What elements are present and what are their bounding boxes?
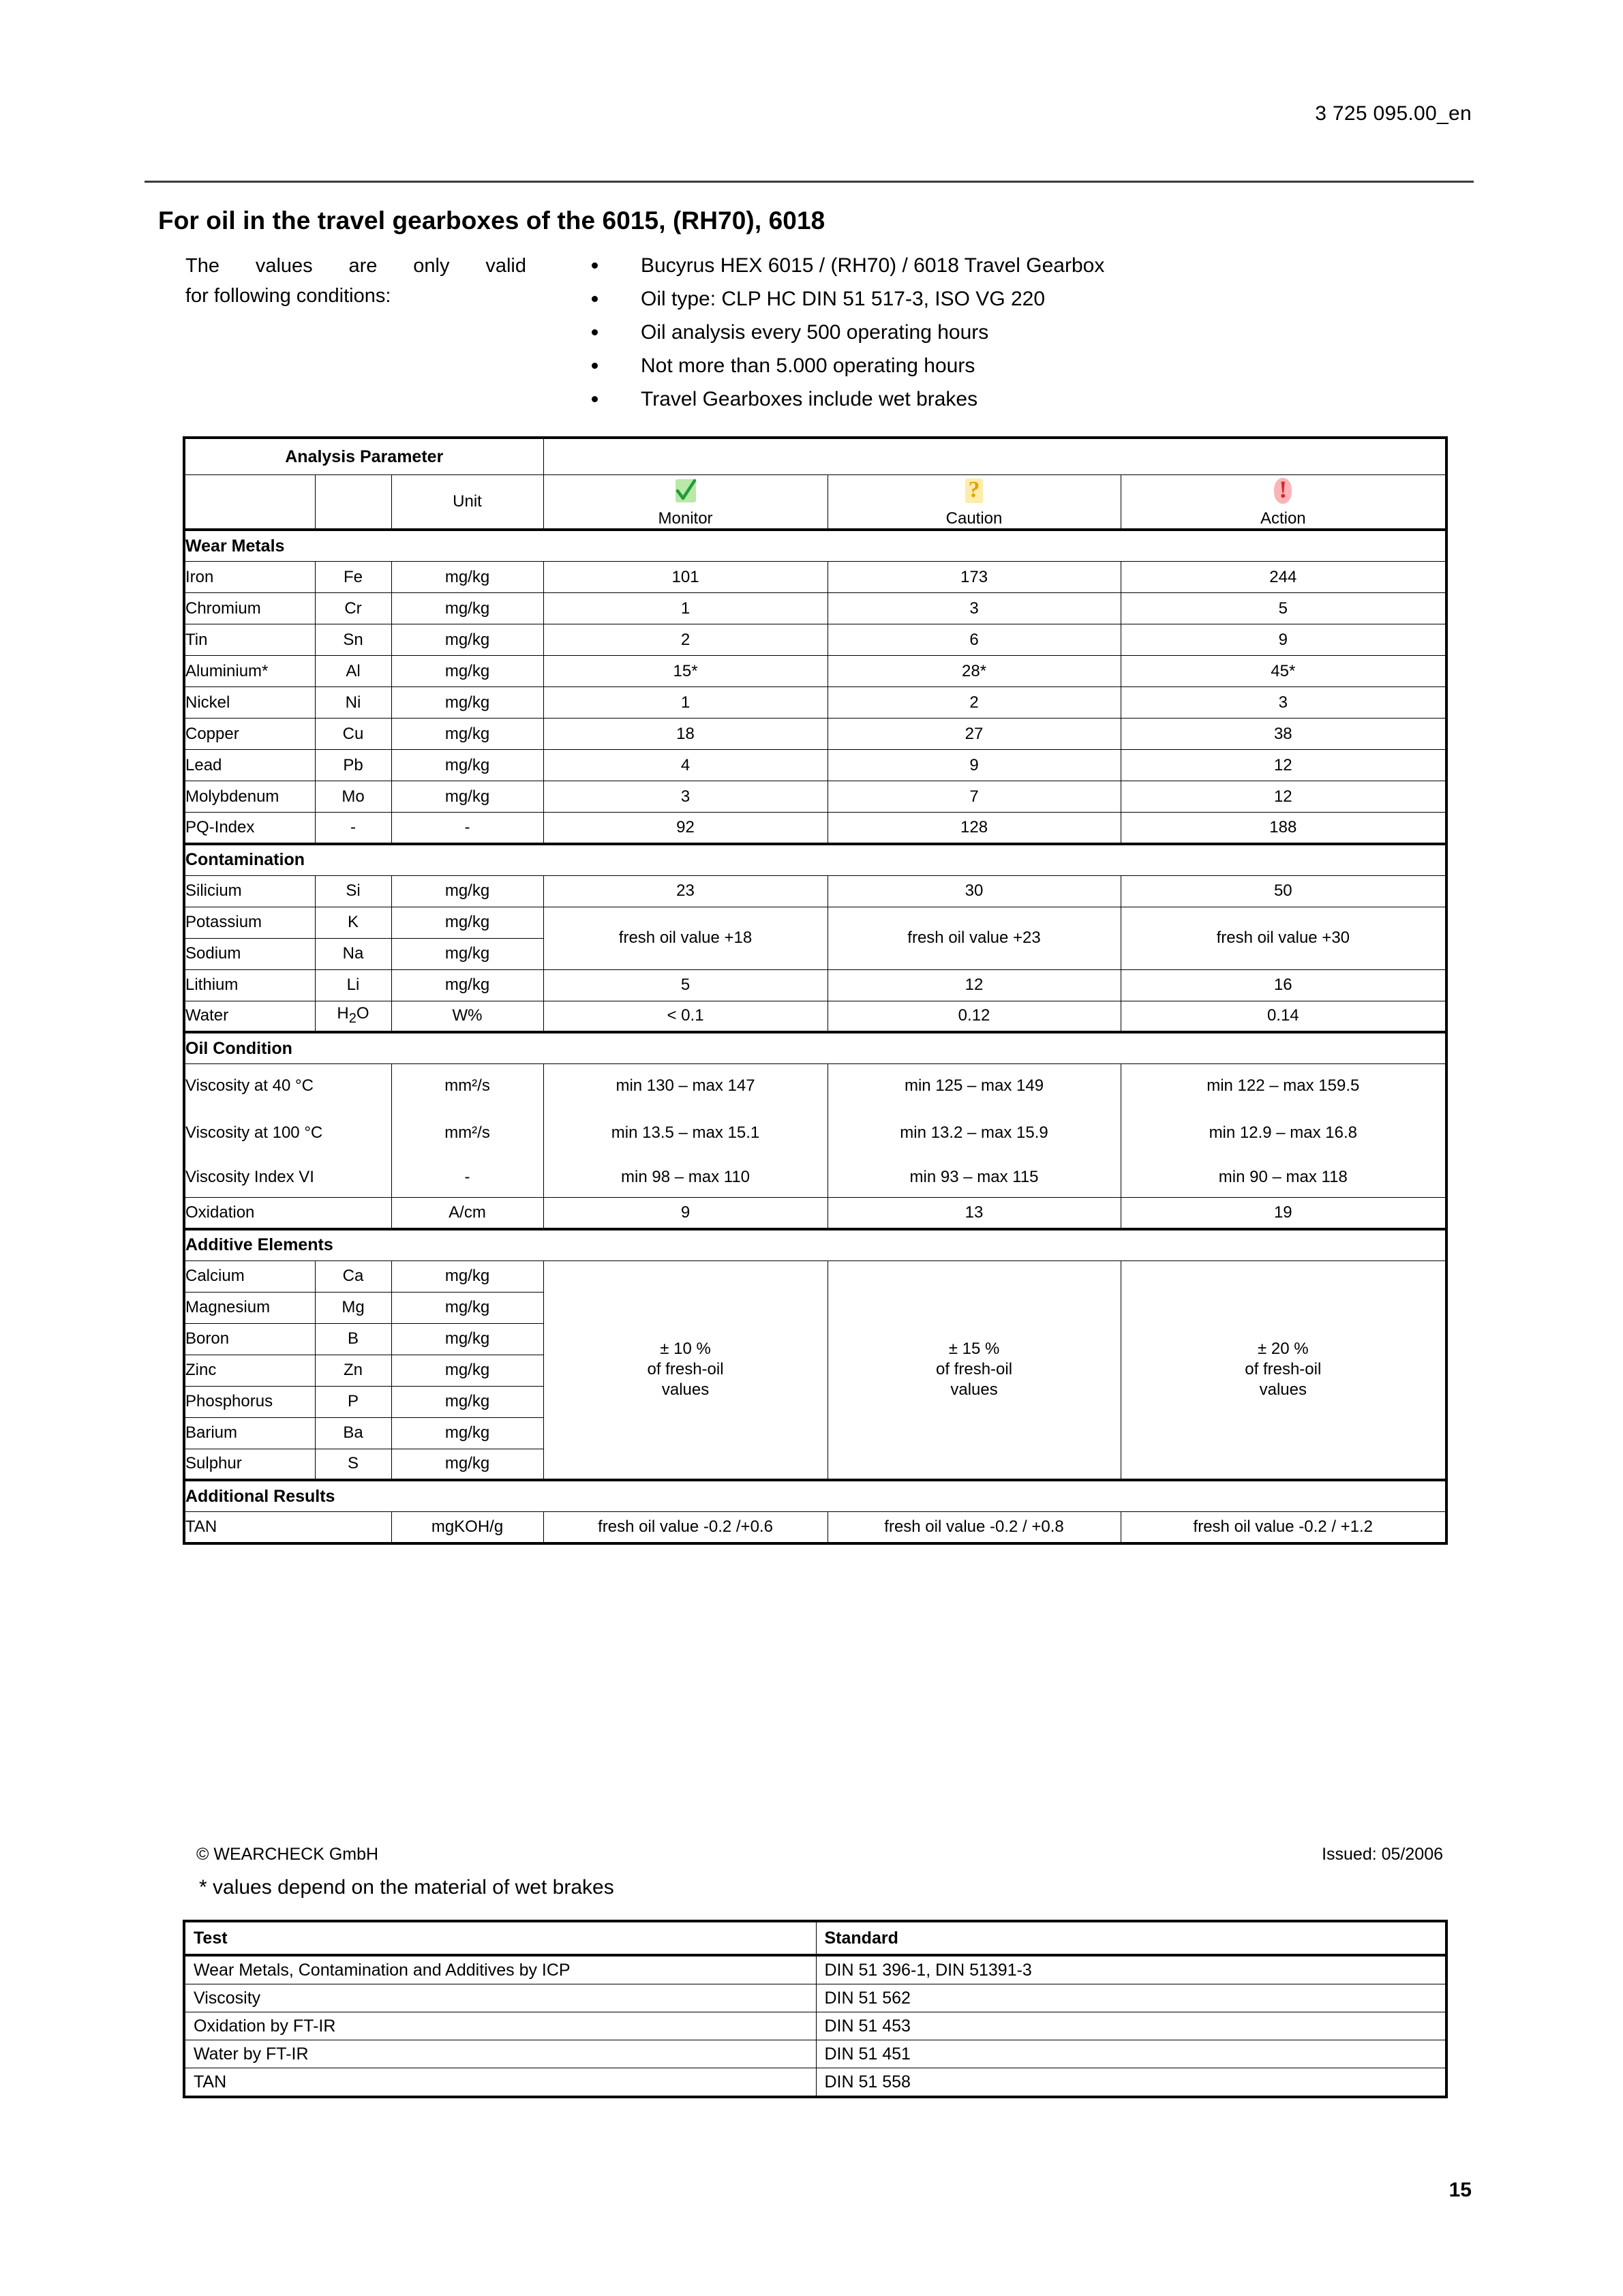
param-symbol: Mg xyxy=(315,1292,391,1323)
param-symbol: Ba xyxy=(315,1417,391,1449)
value-caution: 128 xyxy=(828,813,1121,844)
value-monitor: 101 xyxy=(543,562,828,593)
standards-test: Viscosity xyxy=(184,1984,816,2012)
value-monitor-merged: fresh oil value +18 xyxy=(543,907,828,969)
param-name: Potassium xyxy=(184,907,315,938)
table-row xyxy=(184,1955,1446,1984)
header-band-blank xyxy=(543,438,1446,475)
param-unit: mg/kg xyxy=(391,969,543,1001)
param-unit: mg/kg xyxy=(391,624,543,656)
table-row xyxy=(184,2012,1446,2040)
standards-header-standard: Standard xyxy=(816,1921,1446,1955)
standards-standard: DIN 51 453 xyxy=(816,2012,1446,2040)
param-unit: mg/kg xyxy=(391,1323,543,1355)
table-row xyxy=(184,2068,1446,2098)
value-monitor-merged xyxy=(543,1260,828,1480)
param-symbol: - xyxy=(315,813,391,844)
param-name: TAN xyxy=(184,1512,391,1543)
analysis-parameter-header: Analysis Parameter xyxy=(184,438,543,475)
intro-condition-label xyxy=(185,251,526,311)
param-name: Silicium xyxy=(184,875,315,907)
standards-header-test: Test xyxy=(184,1921,816,1955)
caution-line-2: of fresh-oil xyxy=(936,1360,1013,1379)
param-name: Zinc xyxy=(184,1355,315,1386)
intro-bullet-list xyxy=(581,249,1399,416)
param-symbol: Cu xyxy=(315,719,391,750)
param-name: PQ-Index xyxy=(184,813,315,844)
param-unit: mm²/s xyxy=(391,1108,543,1158)
value-action: min 122 – max 159.5 xyxy=(1121,1064,1446,1108)
value-action: 188 xyxy=(1121,813,1446,844)
param-unit: mgKOH/g xyxy=(391,1512,543,1543)
table-row xyxy=(184,1512,1446,1543)
param-unit: mg/kg xyxy=(391,656,543,687)
table-row xyxy=(184,1984,1446,2012)
param-symbol: Si xyxy=(315,875,391,907)
icon-wrap xyxy=(828,475,1121,505)
value-action: 19 xyxy=(1121,1198,1446,1229)
value-caution-merged: fresh oil value +23 xyxy=(828,907,1121,969)
caution-line-3: values xyxy=(950,1380,998,1400)
value-action: min 12.9 – max 16.8 xyxy=(1121,1108,1446,1158)
standards-standard: DIN 51 558 xyxy=(816,2068,1446,2098)
table-row xyxy=(184,2040,1446,2068)
param-unit: mg/kg xyxy=(391,1260,543,1292)
value-caution: 0.12 xyxy=(828,1001,1121,1032)
param-name: Water xyxy=(184,1001,315,1032)
table-row xyxy=(184,781,1446,813)
value-action: 38 xyxy=(1121,719,1446,750)
param-unit: mg/kg xyxy=(391,907,543,938)
param-symbol: Cr xyxy=(315,593,391,624)
table-row xyxy=(184,875,1446,907)
param-name: Boron xyxy=(184,1323,315,1355)
list-item-label: Not more than 5.000 operating hours xyxy=(641,354,975,377)
value-action: 9 xyxy=(1121,624,1446,656)
status-header-caution xyxy=(828,475,1121,530)
param-name: Viscosity at 40 °C xyxy=(184,1064,391,1108)
param-unit: mg/kg xyxy=(391,1449,543,1480)
param-unit: mg/kg xyxy=(391,719,543,750)
value-monitor: 23 xyxy=(543,875,828,907)
value-caution: 9 xyxy=(828,750,1121,781)
test-standards-table xyxy=(183,1920,1448,2098)
value-caution: 173 xyxy=(828,562,1121,593)
bullet-icon xyxy=(592,329,598,335)
section-band-row xyxy=(184,1032,1446,1064)
value-action: 12 xyxy=(1121,781,1446,813)
param-name: Lithium xyxy=(184,969,315,1001)
param-symbol: B xyxy=(315,1323,391,1355)
param-symbol: Fe xyxy=(315,562,391,593)
param-name: Calcium xyxy=(184,1260,315,1292)
table-row xyxy=(184,1001,1446,1032)
value-action: 5 xyxy=(1121,593,1446,624)
status-label: Monitor xyxy=(658,509,713,528)
param-symbol: Mo xyxy=(315,781,391,813)
table-row xyxy=(184,719,1446,750)
value-caution: 30 xyxy=(828,875,1121,907)
monitor-line-3: values xyxy=(661,1380,710,1400)
status-header-monitor xyxy=(543,475,828,530)
table-row xyxy=(184,1260,1446,1292)
section-band-row xyxy=(184,530,1446,562)
table-row xyxy=(184,687,1446,719)
value-caution: 12 xyxy=(828,969,1121,1001)
param-symbol: Li xyxy=(315,969,391,1001)
param-unit: W% xyxy=(391,1001,543,1032)
param-name: Lead xyxy=(184,750,315,781)
param-symbol: Al xyxy=(315,656,391,687)
param-name: Tin xyxy=(184,624,315,656)
param-name: Magnesium xyxy=(184,1292,315,1323)
list-item-label: Travel Gearboxes include wet brakes xyxy=(641,388,978,410)
param-name: Molybdenum xyxy=(184,781,315,813)
value-caution: min 13.2 – max 15.9 xyxy=(828,1108,1121,1158)
value-caution: 28* xyxy=(828,656,1121,687)
analysis-limits-table xyxy=(183,436,1448,1545)
section-band-row xyxy=(184,844,1446,876)
monitor-line-1: ± 10 % xyxy=(660,1340,711,1359)
value-caution: fresh oil value -0.2 / +0.8 xyxy=(828,1512,1121,1543)
param-symbol: Sn xyxy=(315,624,391,656)
value-monitor: min 13.5 – max 15.1 xyxy=(543,1108,828,1158)
red-exclamation-icon: ! xyxy=(1269,477,1296,504)
value-monitor: 1 xyxy=(543,687,828,719)
param-unit: mg/kg xyxy=(391,750,543,781)
table-row xyxy=(184,593,1446,624)
param-unit: - xyxy=(391,813,543,844)
value-action: 3 xyxy=(1121,687,1446,719)
empty-symbol-header xyxy=(315,475,391,530)
value-monitor: fresh oil value -0.2 /+0.6 xyxy=(543,1512,828,1543)
list-item xyxy=(581,249,1399,282)
list-item xyxy=(581,349,1399,382)
value-monitor: 15* xyxy=(543,656,828,687)
table-row xyxy=(184,1064,1446,1108)
param-name: Viscosity Index VI xyxy=(184,1158,391,1198)
monitor-line-2: of fresh-oil xyxy=(647,1360,724,1379)
param-name: Sulphur xyxy=(184,1449,315,1480)
param-name: Barium xyxy=(184,1417,315,1449)
green-check-icon xyxy=(672,477,699,504)
value-monitor: 2 xyxy=(543,624,828,656)
table-row xyxy=(184,969,1446,1001)
param-unit: mg/kg xyxy=(391,687,543,719)
value-monitor: 3 xyxy=(543,781,828,813)
value-action: fresh oil value -0.2 / +1.2 xyxy=(1121,1512,1446,1543)
page-title: For oil in the travel gearboxes of the 6015, (RH70), 6018 xyxy=(158,207,825,235)
param-name: Phosphorus xyxy=(184,1386,315,1417)
param-symbol: K xyxy=(315,907,391,938)
status-header-action xyxy=(1121,475,1446,530)
param-unit: A/cm xyxy=(391,1198,543,1229)
list-item xyxy=(581,282,1399,316)
action-line-1: ± 20 % xyxy=(1258,1340,1309,1359)
status-header-row xyxy=(184,475,1446,530)
param-symbol: Ca xyxy=(315,1260,391,1292)
param-name: Copper xyxy=(184,719,315,750)
bullet-icon xyxy=(592,262,598,269)
status-label: Action xyxy=(1260,509,1306,528)
list-item-label: Oil type: CLP HC DIN 51 517-3, ISO VG 220 xyxy=(641,288,1046,310)
param-name: Sodium xyxy=(184,938,315,969)
status-label: Caution xyxy=(945,509,1003,528)
section-band-row xyxy=(184,1229,1446,1261)
table-row xyxy=(184,562,1446,593)
list-item-label: Bucyrus HEX 6015 / (RH70) / 6018 Travel Gearbox xyxy=(641,254,1105,277)
table-row xyxy=(184,813,1446,844)
param-unit: mg/kg xyxy=(391,593,543,624)
list-item xyxy=(581,382,1399,416)
document-code: 3 725 095.00_en xyxy=(1315,102,1472,125)
value-caution: 27 xyxy=(828,719,1121,750)
standards-standard: DIN 51 396-1, DIN 51391-3 xyxy=(816,1955,1446,1984)
param-unit: mg/kg xyxy=(391,1386,543,1417)
value-caution: min 125 – max 149 xyxy=(828,1064,1121,1108)
section-title-wear-metals: Wear Metals xyxy=(184,530,1446,562)
bullet-icon xyxy=(592,396,598,402)
value-monitor: 5 xyxy=(543,969,828,1001)
param-symbol: Na xyxy=(315,938,391,969)
value-action: 12 xyxy=(1121,750,1446,781)
value-monitor: 92 xyxy=(543,813,828,844)
intro-line-2: for following conditions: xyxy=(185,285,391,307)
bullet-icon xyxy=(592,363,598,369)
section-title-contamination: Contamination xyxy=(184,844,1446,876)
value-caution: min 93 – max 115 xyxy=(828,1158,1121,1198)
action-line-2: of fresh-oil xyxy=(1245,1360,1322,1379)
yellow-question-icon: ? xyxy=(960,477,988,504)
value-action-merged xyxy=(1121,1260,1446,1480)
bullet-icon xyxy=(592,296,598,302)
param-symbol: Zn xyxy=(315,1355,391,1386)
standards-header-row xyxy=(184,1921,1446,1955)
param-name: Viscosity at 100 °C xyxy=(184,1108,391,1158)
value-caution: 6 xyxy=(828,624,1121,656)
section-title-oil-condition: Oil Condition xyxy=(184,1032,1446,1064)
value-caution: 3 xyxy=(828,593,1121,624)
caution-line-1: ± 15 % xyxy=(948,1340,1000,1359)
value-monitor: 9 xyxy=(543,1198,828,1229)
standards-standard: DIN 51 562 xyxy=(816,1984,1446,2012)
value-action-merged: fresh oil value +30 xyxy=(1121,907,1446,969)
param-symbol: P xyxy=(315,1386,391,1417)
table-row xyxy=(184,1158,1446,1198)
value-monitor: 18 xyxy=(543,719,828,750)
list-item xyxy=(581,316,1399,349)
value-caution-merged xyxy=(828,1260,1121,1480)
page-number: 15 xyxy=(1448,2179,1472,2201)
icon-wrap xyxy=(544,475,828,505)
value-monitor: 1 xyxy=(543,593,828,624)
value-monitor: min 98 – max 110 xyxy=(543,1158,828,1198)
standards-standard: DIN 51 451 xyxy=(816,2040,1446,2068)
param-name: Oxidation xyxy=(184,1198,391,1229)
param-unit: mm²/s xyxy=(391,1064,543,1108)
param-unit: - xyxy=(391,1158,543,1198)
value-monitor: min 130 – max 147 xyxy=(543,1064,828,1108)
table-row xyxy=(184,656,1446,687)
param-symbol: $H_2O$ xyxy=(315,1001,391,1032)
section-band-row xyxy=(184,1480,1446,1512)
value-action: min 90 – max 118 xyxy=(1121,1158,1446,1198)
value-action: 45* xyxy=(1121,656,1446,687)
section-title-additional-results: Additional Results xyxy=(184,1480,1446,1512)
unit-header: Unit xyxy=(391,475,543,530)
value-caution: 7 xyxy=(828,781,1121,813)
value-action: 50 xyxy=(1121,875,1446,907)
table-row xyxy=(184,907,1446,938)
param-unit: mg/kg xyxy=(391,562,543,593)
value-caution: 13 xyxy=(828,1198,1121,1229)
param-name: Nickel xyxy=(184,687,315,719)
footnote-text: * values depend on the material of wet brakes xyxy=(199,1876,614,1899)
value-action: 244 xyxy=(1121,562,1446,593)
empty-name-header xyxy=(184,475,315,530)
header-rule xyxy=(145,181,1474,183)
copyright-text: © WEARCHECK GmbH xyxy=(196,1845,379,1864)
table-header-band xyxy=(184,438,1446,475)
value-action: 0.14 xyxy=(1121,1001,1446,1032)
standards-test: TAN xyxy=(184,2068,816,2098)
standards-test: Oxidation by FT-IR xyxy=(184,2012,816,2040)
param-symbol: Ni xyxy=(315,687,391,719)
param-symbol: S xyxy=(315,1449,391,1480)
issued-date: Issued: 05/2006 xyxy=(1322,1845,1443,1864)
list-item-label: Oil analysis every 500 operating hours xyxy=(641,321,989,344)
param-name: Chromium xyxy=(184,593,315,624)
table-row xyxy=(184,1108,1446,1158)
table-row xyxy=(184,624,1446,656)
icon-wrap xyxy=(1121,475,1446,505)
value-monitor: 4 xyxy=(543,750,828,781)
table-row xyxy=(184,1198,1446,1229)
param-unit: mg/kg xyxy=(391,1292,543,1323)
param-name: Aluminium* xyxy=(184,656,315,687)
standards-test: Wear Metals, Contamination and Additives by ICP xyxy=(184,1955,816,1984)
value-action: 16 xyxy=(1121,969,1446,1001)
param-name: Iron xyxy=(184,562,315,593)
value-monitor: < 0.1 xyxy=(543,1001,828,1032)
param-unit: mg/kg xyxy=(391,938,543,969)
param-unit: mg/kg xyxy=(391,781,543,813)
section-title-additive-elements: Additive Elements xyxy=(184,1229,1446,1261)
param-unit: mg/kg xyxy=(391,1417,543,1449)
param-unit: mg/kg xyxy=(391,1355,543,1386)
table-row xyxy=(184,750,1446,781)
param-symbol: Pb xyxy=(315,750,391,781)
param-unit: mg/kg xyxy=(391,875,543,907)
value-caution: 2 xyxy=(828,687,1121,719)
action-line-3: values xyxy=(1259,1380,1307,1400)
intro-line-1: The values are only valid xyxy=(185,255,526,277)
standards-test: Water by FT-IR xyxy=(184,2040,816,2068)
